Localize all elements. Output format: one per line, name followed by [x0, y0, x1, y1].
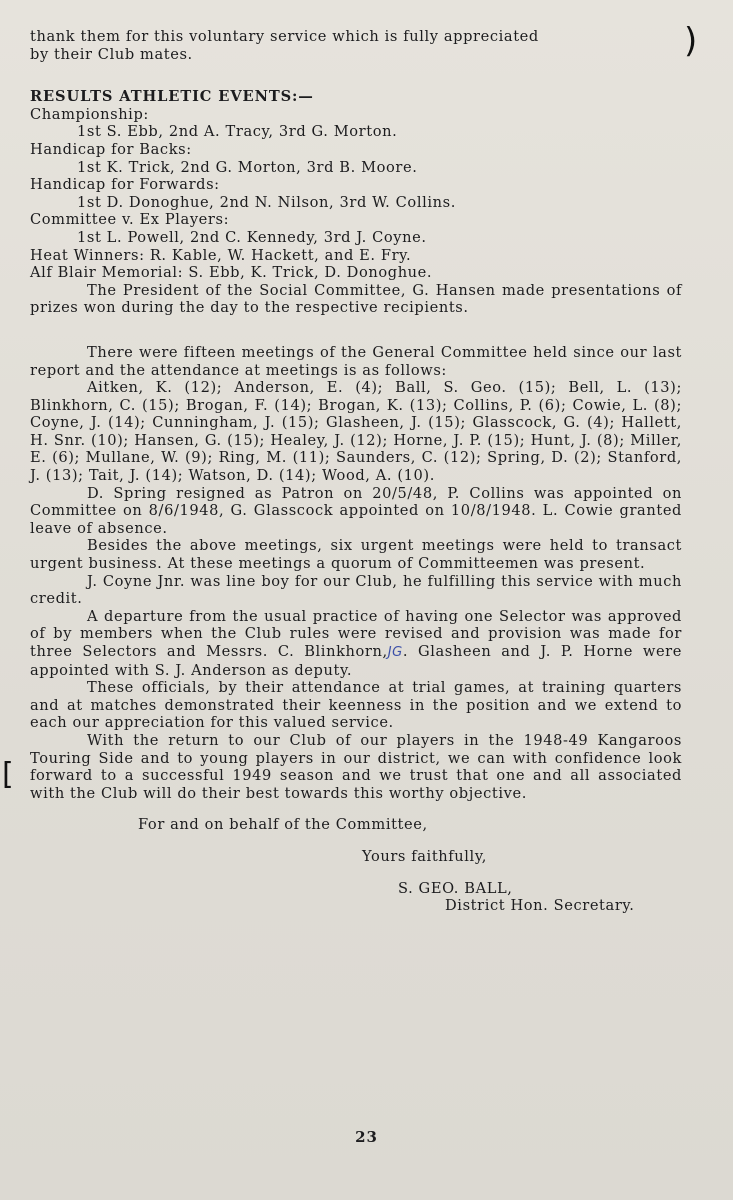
intro-line-1: thank them for this voluntary service which is fully appreciated [30, 28, 539, 45]
body-text [30, 28, 682, 915]
alf-blair-memorial: Alf Blair Memorial: S. Ebb, K. Trick, D. Donoghue. [30, 264, 433, 282]
event-result: 1st D. Donoghue, 2nd N. Nilson, 3rd W. Collins. [77, 193, 456, 211]
event-result: 1st K. Trick, 2nd G. Morton, 3rd B. Moore. [77, 158, 418, 176]
event-title: Committee v. Ex Players: [30, 211, 230, 229]
event-title: Handicap for Backs: [30, 140, 192, 158]
margin-paren-mark: ) [684, 21, 698, 61]
return-paragraph: With the return to our Club of our players in the 1948-49 Kangaroos Touring Side and to young players in our district, we can with confidence look forward to a successful 1949 season and we trust that one and all associated with the Club will do their best towards this worthy objective. [30, 731, 682, 802]
event-result: 1st S. Ebb, 2nd A. Tracy, 3rd G. Morton. [77, 123, 398, 141]
urgent-meetings-paragraph: Besides the above meetings, six urgent meetings were held to transact urgent business. At these meetings a quorum of Committeemen was present. [30, 537, 682, 573]
page-number: 23 [355, 1128, 378, 1146]
heat-winners: Heat Winners: R. Kable, W. Hackett, and E. Fry. [30, 246, 412, 264]
spring-paragraph: D. Spring resigned as Patron on 20/5/48, P. Collins was appointed on Committee on 8/6/1948, G. Glasscock appointed on 10/8/1948. L. Cowie granted leave of absence. [30, 484, 682, 537]
results-heading: RESULTS ATHLETIC EVENTS:— [30, 88, 314, 106]
selectors-paragraph [30, 608, 682, 679]
signoff-yours: Yours faithfully, [362, 847, 487, 865]
officials-paragraph: These officials, by their attendance at trial games, at training quarters and at matches demonstrated their keenness in the position and we extend to each our appreciation for this valued service. [30, 679, 682, 732]
presentation-paragraph: The President of the Social Committee, G. Hansen made presentations of prizes won during the day to the respective recipients. [30, 281, 682, 317]
signoff-title: District Hon. Secretary. [445, 897, 635, 915]
selectors-text-b: . Glasheen and J. P. Horne were appointed with S. J. Anderson as deputy. [30, 643, 682, 679]
meetings-paragraph: There were fifteen meetings of the General Committee held since our last report and the attendance at meetings is as follows: [30, 343, 682, 379]
selectors-text-a: A departure from the usual practice of having one Selector was approved of by members when the Club rules were revised and provision was made for three Selectors and Messrs. C. Blinkhorn, [30, 607, 682, 660]
event-title: Handicap for Forwards: [30, 176, 220, 194]
signoff-name: S. GEO. BALL, [398, 879, 513, 897]
event-title: Championship: [30, 105, 149, 123]
coyne-paragraph: J. Coyne Jnr. was line boy for our Club, he fulfilling this service with much credit. [30, 572, 682, 608]
event-result: 1st L. Powell, 2nd C. Kennedy, 3rd J. Coyne. [77, 228, 427, 246]
handwritten-initials: JG [387, 645, 403, 660]
margin-bracket-mark: [ [2, 757, 14, 792]
attendance-list: Aitken, K. (12); Anderson, E. (4); Ball, S. Geo. (15); Bell, L. (13); Blinkhorn, C. (15); Brogan, F. (14); Brogan, K. (13); Collins, P. (6); Cowie, L. (8); Coyne, J. (14); Cunningham, J. (15); Glasheen, J. (15); Glasscock, G. (4); Hallett, H. Snr. (10); Hansen, G. (15); Healey, J. (12); Horne, J. P. (15); Hunt, J. (8); Miller, E. (6); Mullane, W. (9); Ring, M. (11); Saunders, C. (12); Spring, D. (2); Stanford, J. (13); Tait, J. (14); Watson, D. (14); Wood, A. (10). [30, 379, 682, 485]
signoff-behalf: For and on behalf of the Committee, [138, 816, 428, 834]
intro-line-2: by their Club mates. [30, 45, 193, 63]
